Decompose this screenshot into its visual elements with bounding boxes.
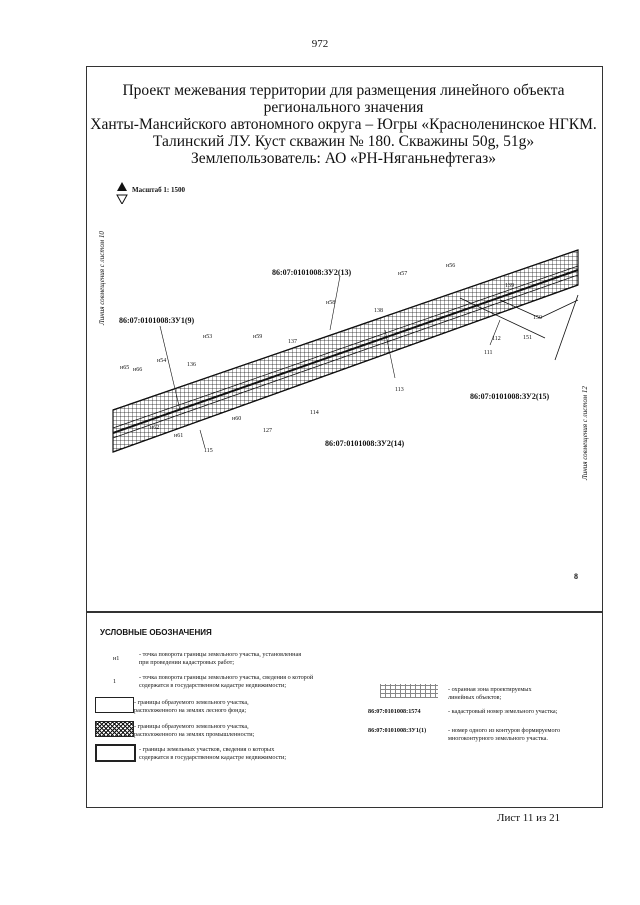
center-line [113,270,578,433]
point-label: 115 [204,448,213,454]
point-label: н54 [157,358,167,364]
point-label: 113 [395,387,404,393]
legend-text-forest [134,699,249,715]
legend-text-industry [134,723,254,739]
point-label: 139 [505,283,514,289]
legend-line: содержатся в государственном кадастре недвижимости; [139,682,287,689]
legend-line: - точка поворота границы земельного участка, установленная [139,651,302,658]
point-label: н66 [133,367,143,373]
legend-line: расположенного на землях промышленности; [134,731,255,738]
legend-swatch-existing [95,744,136,762]
leader-line [200,430,205,448]
point-label: н62 [150,425,160,431]
point-label: 150 [533,315,542,321]
parcel-label: 86:07:0101008:ЗУ2(15) [470,392,550,401]
point-label: 136 [187,362,196,368]
legend-line: содержатся в государственном кадастре недвижимости; [139,754,287,761]
title-line: Проект межевания территории для размещения линейного объекта [122,82,565,99]
point-label: 114 [310,410,319,416]
legend-text-1 [139,674,313,690]
legend-line: - границы образуемого земельного участка, [134,699,249,706]
match-line-left: Линия совмещения с листом 10 [98,231,106,325]
legend-line: многоконтурного земельного участка. [448,735,548,742]
legend-line: - номер одного из контуров формируемого [448,727,561,734]
point-label: н57 [398,271,408,277]
legend-symbol-n1: н1 [113,655,120,662]
page-mark: 8 [574,572,578,581]
point-label: н59 [253,334,263,340]
legend-swatch-forest [95,697,134,713]
point-label: н53 [203,334,213,340]
legend-swatch-industry [95,721,134,737]
lower-boundary [113,285,578,452]
parcel-boundary [555,295,578,360]
legend-cad-text: - кадастровый номер земельного участка; [448,708,558,715]
point-label: н56 [446,263,456,269]
legend-swatch-zone [380,684,438,698]
title-line: Ханты-Мансийского автономного округа – Югры «Красноленинское НГКМ. [90,116,597,133]
point-label: н65 [120,365,130,371]
title-line: Землепользователь: АО «РН-Няганьнефтегаз» [190,150,497,167]
point-label: 111 [484,350,493,356]
point-label: н58 [326,300,336,306]
legend-line: - границы образуемого земельного участка, [134,723,249,730]
legend-contour-text [448,727,560,743]
point-label: 127 [263,428,272,434]
legend-line: - охранная зона проектируемых [448,686,532,693]
point-label: 138 [374,308,383,314]
point-label: 137 [288,339,297,345]
point-label: 112 [492,336,501,342]
legend-text-zone [448,686,532,702]
sheet-footer: Лист 11 из 21 [497,812,561,824]
legend-contour-code: 86:07:0101008:ЗУ1(1) [368,727,427,734]
page-number: 972 [311,38,329,50]
title-line: регионального значения [263,99,424,116]
match-line-right: Линия совмещения с листом 12 [581,386,589,480]
point-label: н61 [174,433,184,439]
legend-symbol-1: 1 [113,678,117,685]
scale-label: Масштаб 1: 1500 [132,186,185,194]
legend-line: линейных объектов; [448,694,502,701]
point-label: н60 [232,416,242,422]
legend-line: при проведении кадастровых работ; [139,659,235,666]
point-label: 151 [523,335,532,341]
title-line: Талинский ЛУ. Куст скважин № 180. Скважины 50g, 51g» [152,133,535,150]
legend-text-existing [139,746,286,762]
legend-line: - точка поворота границы земельного участка, сведения о которой [139,674,314,681]
legend-cad-code: 86:07:0101008:1574 [368,708,421,715]
parcel-label: 86:07:0101008:ЗУ2(14) [325,439,405,448]
legend-title: УСЛОВНЫЕ ОБОЗНАЧЕНИЯ [100,628,212,637]
inner-line [113,275,578,438]
parcel-label: 86:07:0101008:ЗУ1(9) [119,316,195,325]
parcel-boundary [540,300,578,318]
legend-line: расположенного на землях лесного фонда; [134,707,247,714]
legend-line: - границы земельных участков, сведения о которых [139,746,275,753]
inner-line [113,266,578,428]
legend-text-n1 [139,651,301,667]
parcel-label: 86:07:0101008:ЗУ2(13) [272,268,352,277]
